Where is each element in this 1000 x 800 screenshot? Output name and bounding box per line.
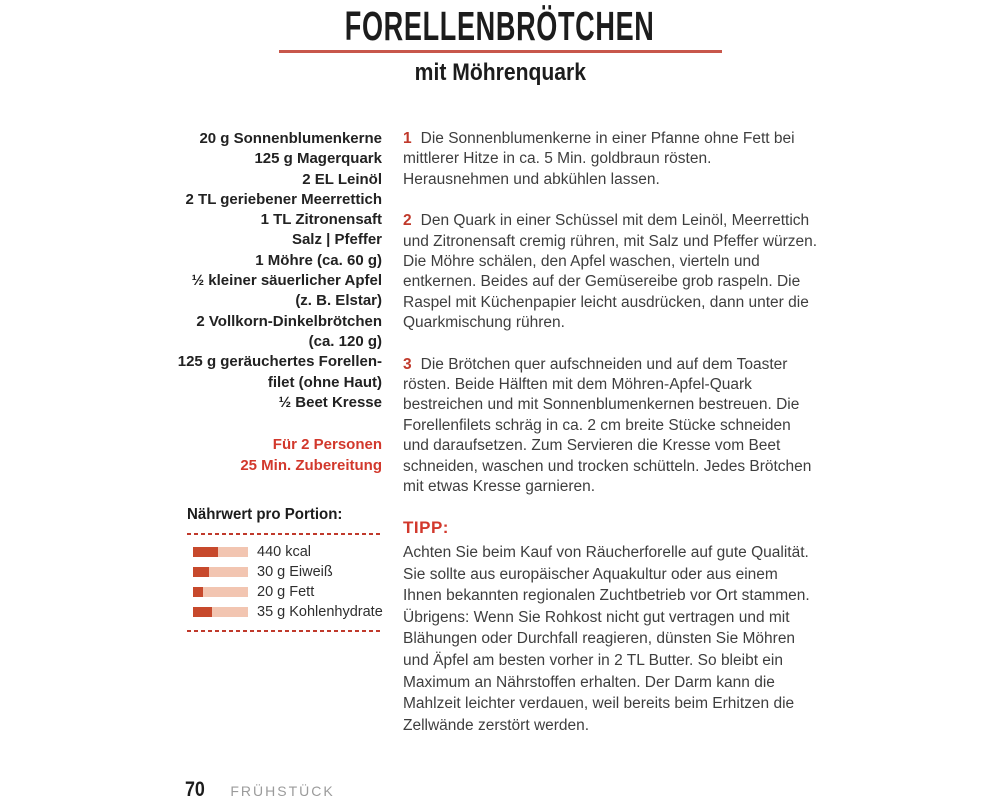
page-number: 70 — [185, 778, 205, 800]
step-3 — [403, 355, 819, 498]
nutrition-row — [187, 562, 383, 582]
ingredient-line: 1 Möhre (ca. 60 g) — [255, 251, 382, 269]
tip-section — [403, 518, 819, 736]
step-number: 1 — [403, 130, 412, 147]
nutrition-section — [187, 506, 383, 632]
nutrition-bar-fill — [193, 567, 209, 577]
nutrition-label: 35 g Kohlenhydrate — [257, 604, 383, 620]
ingredient-line: filet (ohne Haut) — [267, 373, 382, 391]
serving-info — [150, 435, 382, 476]
ingredient-line: ½ kleiner säuerlicher Apfel — [191, 272, 382, 290]
step-text: Die Sonnenblumenkerne in einer Pfanne ohne Fett bei mittlerer Hitze in ca. 5 Min. goldbraun rösten. Herausnehmen und abkühlen lassen. — [403, 130, 795, 188]
ingredient-line: Salz | Pfeffer — [291, 231, 382, 249]
ingredient-line: (ca. 120 g) — [308, 332, 382, 350]
step-number: 3 — [403, 355, 412, 373]
page-title: FORELLENBRÖTCHEN — [345, 3, 655, 49]
step-text: Den Quark in einer Schüssel mit dem Leinöl, Meerrettich und Zitronensaft cremig rühren, mit Salz und Pfeffer würzen. Die Möhre schälen, den Apfel waschen, vierteln und entkernen. Beides auf der Gemüsereibe grob raspeln. Die Raspel mit Küchenpapier leicht ausdrücken, dann unter die Quarkmischung rühren. — [403, 212, 818, 332]
nutrition-label: 440 kcal — [257, 544, 312, 560]
ingredient-line: 20 g Sonnenblumenkerne — [199, 130, 382, 147]
nutrition-row — [187, 542, 383, 562]
nutrition-heading: Nährwert pro Portion: — [187, 506, 343, 523]
step-text: Die Brötchen quer aufschneiden und auf dem Toaster rösten. Beide Hälften mit dem Möhren-Apfel-Quark bestreichen und mit Sonnenblumenkernen bestreuen. Die Forellenfilets schräg in ca. 2 cm breite Stücke schneiden und daraufsetzen. Zum Servieren die Kresse vom Beet schneiden, waschen und trocken schütteln. Jedes Brötchen mit etwas Kresse garnieren. — [403, 355, 812, 496]
ingredient-line: ½ Beet Kresse — [278, 393, 382, 411]
nutrition-chart — [187, 535, 383, 630]
ingredient-line: 1 TL Zitronensaft — [260, 211, 382, 229]
nutrition-bar-fill — [193, 547, 218, 557]
dashed-divider-bottom — [187, 630, 383, 632]
ingredient-line: 2 Vollkorn-Dinkelbrötchen — [196, 312, 382, 330]
section-label: FRÜHSTÜCK — [230, 783, 335, 799]
tip-text: Achten Sie beim Kauf von Räucherforelle auf gute Qualität. Sie sollte aus europäischer Aquakultur oder aus einem Ihnen bekannten regionalen Zuchtbetrieb vor Ort stammen. Übrigens: Wenn Sie Rohkost nicht gut vertragen und mit Blähungen oder Durchfall reagieren, dünsten Sie Möhren und Äpfel am besten vorher in 2 TL Butter. So bleibt ein Maximum an Nährstoffen erhalten. Der Darm kann die Mahlzeit leichter verdauen, weil bereits beim Erhitzen die Zellwände zerstört werden. — [403, 544, 810, 734]
tip-heading: TIPP: — [403, 518, 449, 537]
nutrition-label: 20 g Fett — [257, 584, 315, 600]
ingredients-list — [150, 129, 382, 413]
step-2 — [403, 211, 819, 333]
ingredient-line: 125 g Magerquark — [254, 150, 382, 168]
page-footer — [185, 778, 335, 800]
ingredient-line: 2 EL Leinöl — [302, 170, 382, 188]
title-block — [0, 3, 1000, 86]
nutrition-bar — [193, 547, 248, 557]
nutrition-row — [187, 582, 383, 602]
nutrition-bar-fill — [193, 607, 212, 617]
nutrition-bar-fill — [193, 587, 203, 597]
step-1 — [403, 129, 819, 190]
nutrition-row — [187, 602, 383, 622]
nutrition-label: 30 g Eiweiß — [257, 564, 333, 580]
page-subtitle: mit Möhrenquark — [414, 59, 586, 86]
nutrition-bar — [193, 567, 248, 577]
prep-time: 25 Min. Zubereitung — [240, 456, 382, 474]
preparation-steps — [403, 129, 819, 519]
serving-size: Für 2 Personen — [272, 436, 382, 453]
nutrition-bar — [193, 607, 248, 617]
title-underline — [279, 50, 722, 53]
ingredient-line: 2 TL geriebener Meerrettich — [185, 190, 382, 208]
nutrition-bar — [193, 587, 248, 597]
ingredient-line: 125 g geräuchertes Forellen- — [177, 353, 382, 371]
step-number: 2 — [403, 212, 412, 230]
ingredient-line: (z. B. Elstar) — [295, 292, 382, 310]
